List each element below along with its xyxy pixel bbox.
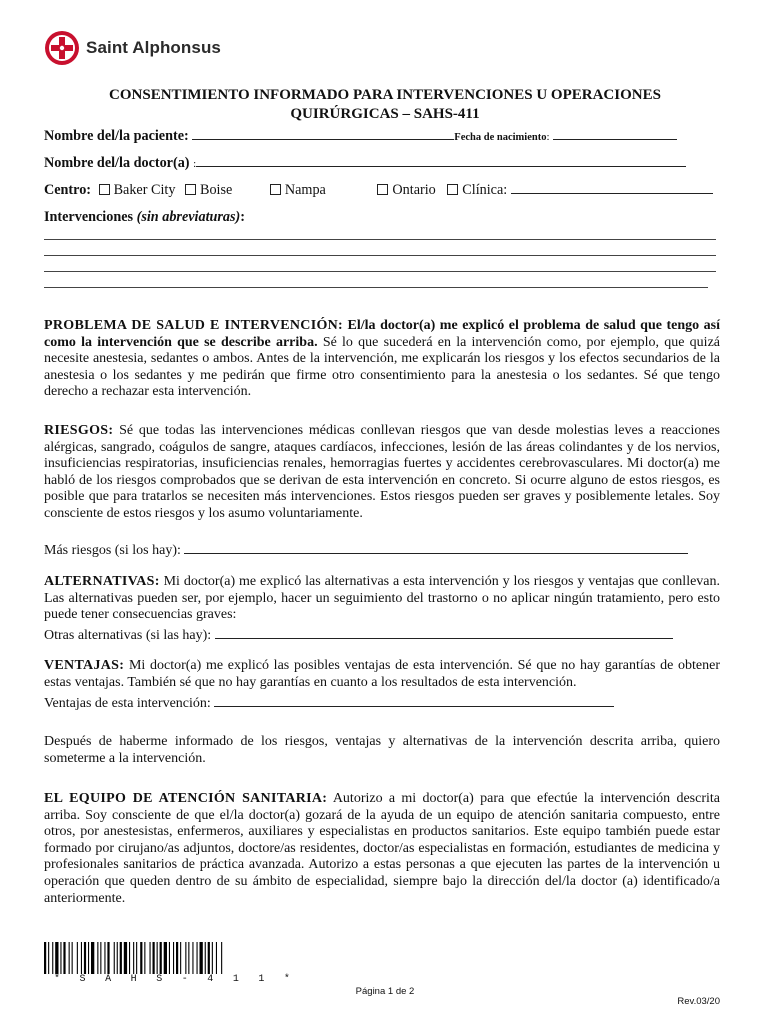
more-risks-field[interactable] <box>184 542 688 554</box>
document-title <box>40 86 730 124</box>
checkbox-boise[interactable] <box>185 184 196 195</box>
barcode <box>44 942 292 974</box>
interventions-field-line-3[interactable] <box>44 271 716 272</box>
benefits-field-label: Ventajas de esta intervención: <box>44 696 211 711</box>
center-option-nampa[interactable]: Nampa <box>270 182 326 198</box>
patient-row: Nombre del/la paciente: Fecha de nacimiento: <box>44 128 677 145</box>
title-line-1: CONSENTIMIENTO INFORMADO PARA INTERVENCIONES U OPERACIONES <box>109 87 661 103</box>
barcode-char: 4 <box>207 974 214 985</box>
team-heading: EL EQUIPO DE ATENCIÓN SANITARIA: <box>44 791 328 806</box>
more-risks-row <box>44 542 688 559</box>
interventions-note: (sin abreviaturas) <box>136 209 241 225</box>
barcode-char: S <box>156 974 163 985</box>
problem-section <box>44 318 720 401</box>
saint-alphonsus-logo <box>44 30 221 66</box>
page-number: Página 1 de 2 <box>355 986 415 997</box>
checkbox-ontario[interactable] <box>377 184 388 195</box>
agreement-section <box>44 734 720 767</box>
risks-heading: RIESGOS: <box>44 423 114 438</box>
doctor-label: Nombre del/la doctor(a) <box>44 155 190 171</box>
barcode-char: 1 <box>232 974 239 985</box>
center-option-boise[interactable]: Boise <box>185 182 232 198</box>
barcode-char: 1 <box>258 974 265 985</box>
alternatives-section <box>44 574 720 624</box>
patient-name-field[interactable] <box>192 128 454 140</box>
cross-logo-icon <box>44 30 80 66</box>
center-option-ontario[interactable]: Ontario <box>377 182 435 198</box>
barcode-text <box>54 974 290 985</box>
center-row <box>44 182 713 199</box>
team-section <box>44 791 720 907</box>
benefits-text: Mi doctor(a) me explicó las posibles ventajas de esta intervención. Sé que no hay garantías de obtener estas ventajas. También sé que no hay garantías en cuanto a los resultados de esta intervención. <box>44 658 720 690</box>
barcode-char: * <box>54 974 61 985</box>
interventions-field-line-4[interactable] <box>44 287 708 288</box>
team-text: Autorizo a mi doctor(a) para que efectúe la intervención descrita arriba. Soy consciente de que el/la doctor(a) gozará de la ayuda de un equipo de atención sanitaria compuesto, entre otros, por anestesistas, enfermeros, auxiliares y especialistas en productos sanitarios. Este equipo también puede estar formado por cirujano/as adjuntos, doctore/as residentes, doctor/as especialistas en formación, estudiantes de medicina y profesionales sanitarios de práctica avanzada. Autorizo a estas personas a que ejecuten las partes de la intervención u operación que queden dentro de su ámbito de especialidad, siempre bajo la dirección del/la doctor (a) identificado/a anteriormente. <box>44 791 720 906</box>
barcode-char: - <box>181 974 188 985</box>
center-label: Centro: <box>44 182 92 198</box>
other-alternatives-field[interactable] <box>215 627 673 639</box>
doctor-row: Nombre del/la doctor(a) : <box>44 155 686 172</box>
dob-field[interactable] <box>553 128 677 140</box>
more-risks-label: Más riesgos (si los hay): <box>44 543 181 558</box>
brand-name: Saint Alphonsus <box>86 38 221 57</box>
center-option-clinic[interactable]: Clínica: <box>447 182 507 198</box>
checkbox-clinic[interactable] <box>447 184 458 195</box>
interventions-row: Intervenciones (sin abreviaturas): <box>44 209 245 225</box>
problem-bold-text: El/la doctor(a) me explicó el problema de salud que tengo así como la intervención que se describe arriba. <box>44 318 721 350</box>
dob-label: Fecha de nacimiento <box>454 132 547 143</box>
risks-section <box>44 423 720 523</box>
barcode-char: S <box>79 974 86 985</box>
checkbox-nampa[interactable] <box>270 184 281 195</box>
center-option-baker[interactable]: Baker City <box>99 182 176 198</box>
other-alternatives-row <box>44 627 673 644</box>
checkbox-baker-city[interactable] <box>99 184 110 195</box>
barcode-char: * <box>283 974 290 985</box>
problem-heading: PROBLEMA DE SALUD E INTERVENCIÓN: <box>44 318 344 333</box>
risks-text: Sé que todas las intervenciones médicas conllevan riesgos que van desde molestias leves a reacciones alérgicas, sangrado, coágulos de sangre, ataques cardíacos, infecciones, lesión de las áreas colindantes y de los nervios, insuficiencias respiratorias, insuficiencias renales, hemorragias fuertes y accidentes cerebrovasculares. Mi doctor(a) me habló de los riesgos comprobados que se derivan de esta intervención en concreto. Si ocurre alguno de estos riesgos, es posible que para tratarlos se necesiten más intervenciones. Estos riesgos pueden ser graves y posiblemente letales. Soy consciente de estos riesgos y los asumo voluntariamente. <box>44 423 721 521</box>
problem-text: Sé lo que sucederá en la intervención como, por ejemplo, que quizá necesite anestesia, sedantes o ambos. Antes de la intervención, me explicarán los riesgos y los efectos secundarios de la anestesia o los sedantes y me pedirán que firme otro consentimiento para la anestesia o los sedantes. Sé que tengo derecho a rechazar esta intervención. <box>44 334 721 400</box>
benefits-field-row <box>44 695 614 712</box>
other-alternatives-label: Otras alternativas (si las hay): <box>44 628 212 643</box>
alternatives-text: Mi doctor(a) me explicó las alternativas a esta intervención y los riesgos y ventajas que conllevan. Las alternativas pueden ser, por ejemplo, hacer un seguimiento del trastorno o no aplicar ningún tratamiento, pero esto puede tener consecuencias graves: <box>44 574 721 623</box>
doctor-name-field[interactable] <box>196 155 686 167</box>
clinic-name-field[interactable] <box>511 182 713 194</box>
interventions-field-line-1[interactable] <box>44 239 716 240</box>
benefits-field[interactable] <box>214 695 614 707</box>
benefits-section <box>44 658 720 691</box>
revision-label: Rev.03/20 <box>677 996 720 1007</box>
interventions-field-line-2[interactable] <box>44 255 716 256</box>
barcode-char: A <box>105 974 112 985</box>
title-line-2: QUIRÚRGICAS – SAHS-411 <box>290 106 480 122</box>
benefits-heading: VENTAJAS: <box>44 658 125 673</box>
alternatives-heading: ALTERNATIVAS: <box>44 574 160 589</box>
patient-label: Nombre del/la paciente: <box>44 128 189 144</box>
agreement-text: Después de haberme informado de los riesgos, ventajas y alternativas de la intervención descrita arriba, quiero someterme a la intervención. <box>44 734 720 766</box>
barcode-char: H <box>130 974 137 985</box>
interventions-label: Intervenciones <box>44 209 134 225</box>
